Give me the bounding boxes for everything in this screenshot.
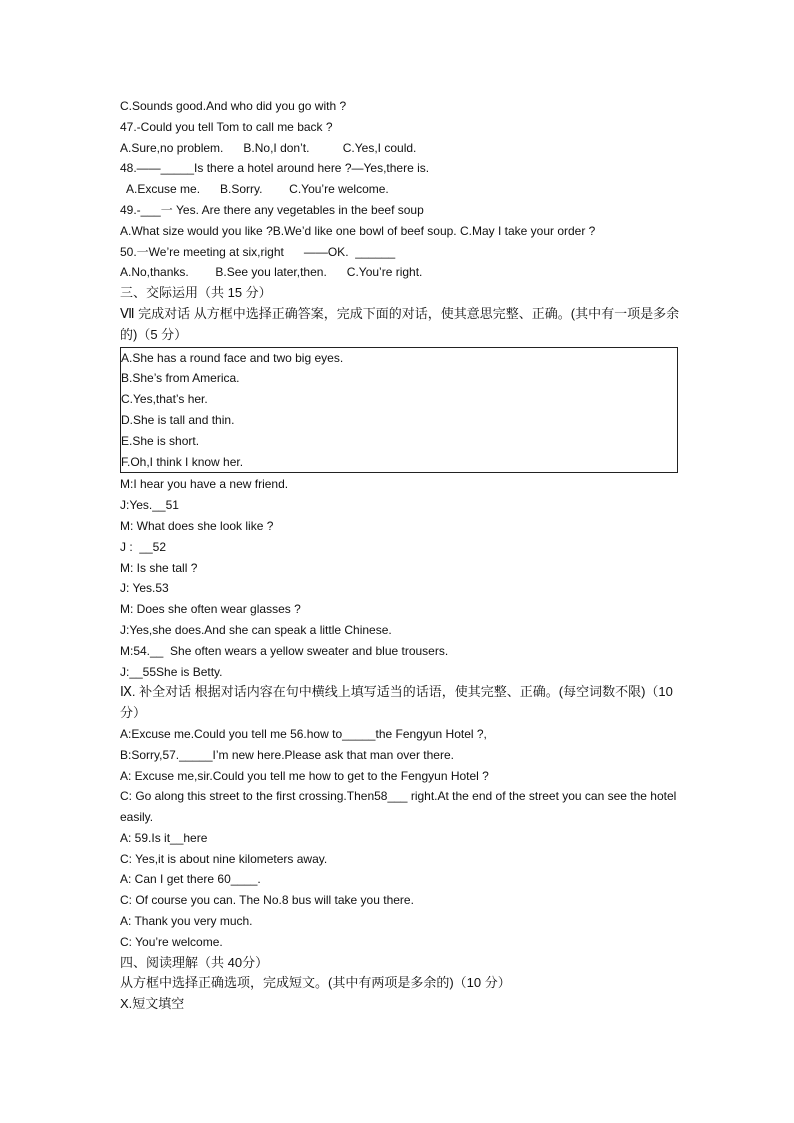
question-49: 49.-___一 Yes. Are there any vegetables in the beef soup [120,202,424,217]
options-50: A.No,thanks. B.See you later,then. C.You’re right. [120,265,423,280]
dialog-line-55: J:__55She is Betty. [120,664,223,679]
dialog-line: M: Does she often wear glasses ? [120,602,301,617]
option-line: C.Sounds good.And who did you go with ? [120,99,347,113]
option-c: C.Yes,that’s her. [121,392,208,407]
question-47: 47.-Could you tell Tom to call me back ? [120,119,333,134]
dialog-line-60: A: Can I get there 60____. [120,872,261,887]
options-47: A.Sure,no problem. B.No,I don’t. C.Yes,I could. [120,140,417,155]
option-e: E.She is short. [121,433,200,448]
dialog-line: J:Yes,she does.And she can speak a little Chinese. [120,622,392,637]
dialog-line: C: Of course you can. The No.8 bus will take you there. [120,893,414,908]
part-7-instruction: Ⅶ 完成对话 从方框中选择正确答案，完成下面的对话，使其意思完整、正确。(其中有一项是多余的)（5 分） [120,305,680,342]
dialog-line: M:I hear you have a new friend. [120,477,289,492]
options-48: A.Excuse me. B.Sorry. C.You’re welcome. [120,182,389,197]
part-10-title: X.短文填空 [120,996,185,1012]
section-3-heading: 三、交际运用（共 15 分） [120,285,272,301]
question-50: 50.一We’re meeting at six,right ——OK. ______ [120,244,396,259]
question-48: 48.——_____Is there a hotel around here ?—Yes,there is. [120,161,430,176]
dialog-1 [120,474,680,682]
dialog-line-59: A: 59.Is it__here [120,830,208,845]
dialog-line: A: Excuse me,sir.Could you tell me how to get to the Fengyun Hotel ? [120,768,489,783]
dialog-line-53: J: Yes.53 [120,581,169,596]
dialog-line-51: J:Yes.__51 [120,498,179,513]
option-a: A.She has a round face and two big eyes. [121,350,344,365]
dialog-line-57: B:Sorry,57._____I’m new here.Please ask that man over there. [120,747,454,762]
dialog-line-56: A:Excuse me.Could you tell me 56.how to_____the Fengyun Hotel ?, [120,726,487,741]
options-box [120,347,678,474]
dialog-line: M: What does she look like ? [120,518,274,533]
dialog-2 [120,724,680,953]
dialog-line-52: J : __52 [120,539,167,554]
exam-page [120,96,680,1015]
part-9-instruction: Ⅸ. 补全对话 根据对话内容在句中横线上填写适当的话语，使其完整、正确。(每空词数不限)（10 分） [120,684,673,721]
option-d: D.She is tall and thin. [121,412,235,427]
option-b: B.She’s from America. [121,371,240,386]
dialog-line: M: Is she tall ? [120,560,198,575]
dialog-line: C: You’re welcome. [120,934,223,949]
section-4-heading: 四、阅读理解（共 40分） [120,954,269,970]
dialog-line: A: Thank you very much. [120,914,253,929]
section-4-instruction: 从方框中选择正确选项，完成短文。(其中有两项是多余的)（10 分） [120,975,511,991]
dialog-line-54: M:54.__ She often wears a yellow sweater and blue trousers. [120,643,449,658]
options-49: A.What size would you like ?B.We’d like one bowl of beef soup. C.May I take your order ? [120,223,596,238]
dialog-line-58: C: Go along this street to the first crossing.Then58___ right.At the end of the street you can see the hotel easily. [120,789,677,825]
option-f: F.Oh,I think I know her. [121,454,244,469]
question-block-46-50 [120,96,680,283]
dialog-line: C: Yes,it is about nine kilometers away. [120,851,328,866]
